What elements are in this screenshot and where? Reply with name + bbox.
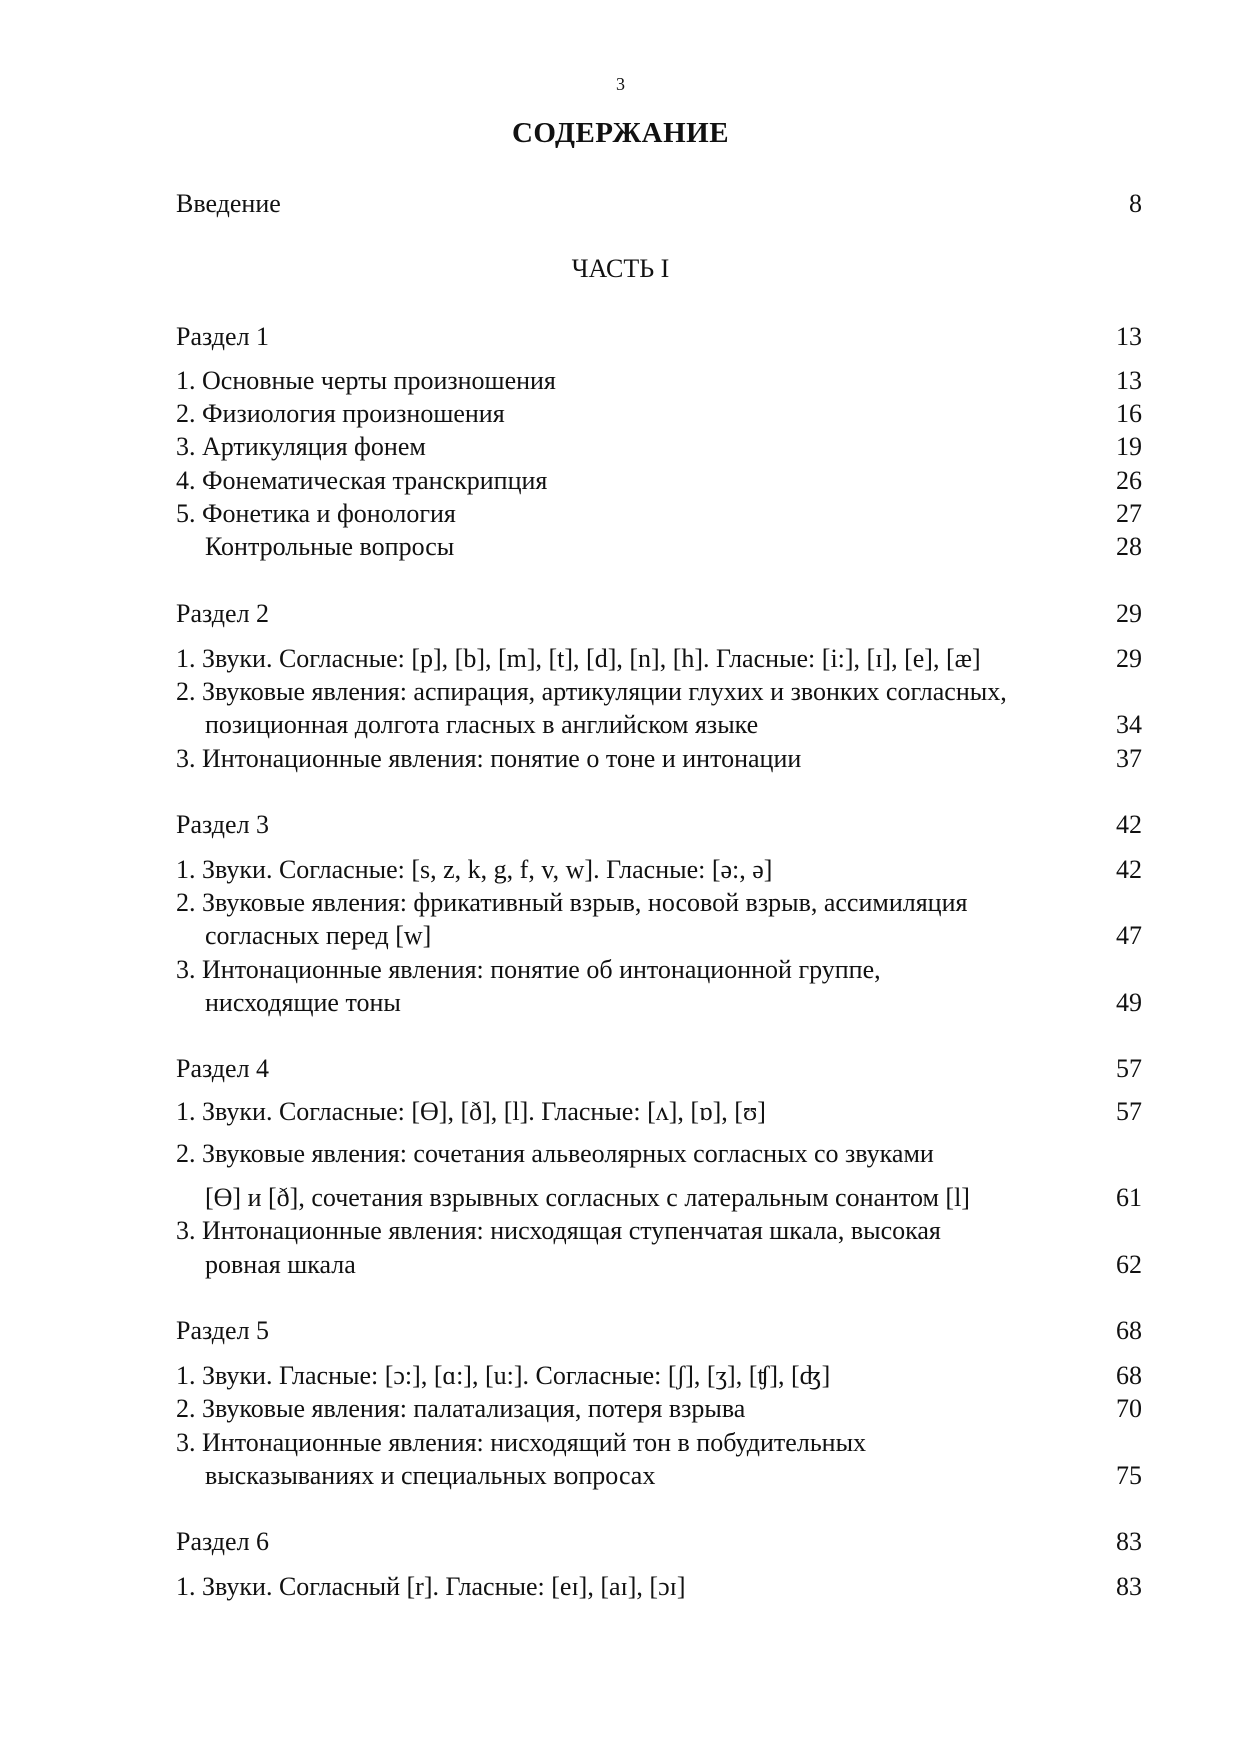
toc-entry [176,1095,1142,1129]
toc-entry-page: 13 [1116,366,1142,395]
toc-entry-page: 19 [1116,432,1142,461]
toc-entry [176,1137,1142,1171]
part-title: ЧАСТЬ I [571,254,670,283]
toc-entry-continuation [176,1459,1142,1493]
toc-entry-text: 3. Интонационные явления: понятие о тоне и интонации [176,744,802,773]
toc-entry [176,886,1142,920]
section-heading-page: 42 [1116,810,1142,839]
toc-entry-page: 26 [1116,466,1142,495]
toc-entry-continuation [176,919,1142,953]
toc-entry-text: согласных перед [w] [205,921,432,950]
toc-entry-page: 83 [1116,1572,1142,1601]
toc-entry-text: 4. Фонематическая транскрипция [176,466,548,495]
toc-entry-text: Контрольные вопросы [205,532,455,561]
toc-intro-page: 8 [1129,189,1142,218]
toc-entry-page: 28 [1116,532,1142,561]
toc-entry-text: нисходящие тоны [205,988,401,1017]
toc-entry-text: 2. Физиология произношения [176,399,505,428]
section-heading-page: 29 [1116,599,1142,628]
section-heading [176,597,1142,631]
toc-entry [176,497,1142,531]
toc-entry [176,530,1142,564]
section-heading-page: 68 [1116,1316,1142,1345]
toc-entry-page: 16 [1116,399,1142,428]
page-number: 3 [616,74,625,94]
section-heading-text: Раздел 4 [176,1054,270,1083]
toc-entry [176,364,1142,398]
toc-entry-page: 70 [1116,1394,1142,1423]
toc-entry-text: 1. Звуки. Согласные: [p], [b], [m], [t], [d], [n], [h]. Гласные: [i:], [ɪ], [e], [æ] [176,644,981,673]
toc-entry-text: позиционная долгота гласных в английском языке [205,710,759,739]
toc-entry-text: 2. Звуковые явления: аспирация, артикуляции глухих и звонких согласных, [176,677,1007,706]
toc-entry-page: 27 [1116,499,1142,528]
section-heading-text: Раздел 6 [176,1527,270,1556]
toc-entry-continuation [176,708,1142,742]
toc-entry-text: 1. Звуки. Согласный [r]. Гласные: [eɪ], [aɪ], [ɔɪ] [176,1572,686,1601]
section-heading [176,1525,1142,1559]
toc-entry [176,742,1142,776]
toc-entry [176,1426,1142,1460]
toc-entry-text: 2. Звуковые явления: фрикативный взрыв, носовой взрыв, ассимиляция [176,888,968,917]
toc-entry [176,1214,1142,1248]
toc-entry-page: 61 [1116,1183,1142,1212]
toc-entry-continuation [176,1181,1142,1215]
toc-entry-text: 3. Артикуляция фонем [176,432,426,461]
section-heading-text: Раздел 1 [176,322,270,351]
toc-title: СОДЕРЖАНИЕ [511,117,730,149]
toc-entry-page: 49 [1116,988,1142,1017]
toc-entry-page: 57 [1116,1097,1142,1126]
section-heading [176,320,1142,354]
toc-entry-text: 2. Звуковые явления: сочетания альвеолярных согласных со звуками [176,1139,934,1168]
toc-entry [176,464,1142,498]
section-heading [176,1314,1142,1348]
toc-entry-text: 1. Звуки. Гласные: [ɔ:], [ɑ:], [u:]. Согласные: [ʃ], [ʒ], [ʧ], [ʤ] [176,1361,831,1390]
toc-entry-text: ровная шкала [205,1250,356,1279]
section-heading [176,1052,1142,1086]
section-heading-text: Раздел 3 [176,810,270,839]
toc-entry-text: 1. Звуки. Согласные: [s, z, k, g, f, v, w]. Гласные: [ə:, ə] [176,855,773,884]
toc-entry [176,953,1142,987]
section-heading-page: 57 [1116,1054,1142,1083]
toc-entry [176,1392,1142,1426]
toc-entry [176,430,1142,464]
toc-entry-text: 5. Фонетика и фонология [176,499,456,528]
toc-entry-page: 42 [1116,855,1142,884]
toc-entry-text: 2. Звуковые явления: палатализация, потеря взрыва [176,1394,746,1423]
section-heading-text: Раздел 5 [176,1316,270,1345]
toc-entry [176,853,1142,887]
toc-entry [176,397,1142,431]
section-heading-page: 83 [1116,1527,1142,1556]
toc-entry-page: 29 [1116,644,1142,673]
toc-entry-text: 3. Интонационные явления: нисходящий тон в побудительных [176,1428,867,1457]
toc-entry [176,675,1142,709]
section-heading-page: 13 [1116,322,1142,351]
section-heading-text: Раздел 2 [176,599,270,628]
toc-entry [176,1570,1142,1604]
toc-entry-page: 47 [1116,921,1142,950]
toc-entry [176,642,1142,676]
toc-entry-page: 37 [1116,744,1142,773]
section-heading [176,808,1142,842]
toc-entry-text: высказываниях и специальных вопросах [205,1461,656,1490]
toc-entry-continuation [176,1248,1142,1282]
toc-entry-text: 1. Звуки. Согласные: [Ɵ], [ð], [l]. Гласные: [ʌ], [ɒ], [ʊ] [176,1097,766,1126]
toc-entry-page: 68 [1116,1361,1142,1390]
toc-entry-page: 62 [1116,1250,1142,1279]
toc-intro [176,187,1142,221]
toc-entry-page: 34 [1116,710,1142,739]
toc-entry [176,1359,1142,1393]
toc-entry-text: 1. Основные черты произношения [176,366,556,395]
toc-entry-page: 75 [1116,1461,1142,1490]
toc-intro-text: Введение [176,189,281,218]
toc-entry-continuation [176,986,1142,1020]
toc-entry-text: 3. Интонационные явления: нисходящая ступенчатая шкала, высокая [176,1216,941,1245]
toc-entry-text: [Ɵ] и [ð], сочетания взрывных согласных с латеральным сонантом [l] [205,1183,970,1212]
toc-entry-text: 3. Интонационные явления: понятие об интонационной группе, [176,955,881,984]
